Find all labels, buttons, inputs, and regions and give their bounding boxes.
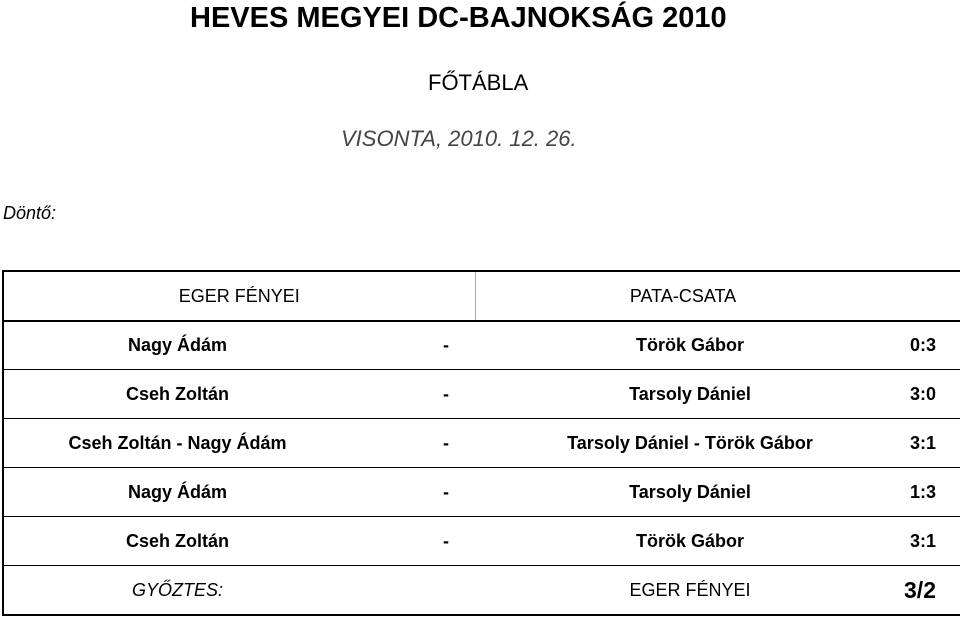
results-table — [2, 270, 960, 322]
winner-label: GYŐZTES: — [3, 566, 351, 616]
team-header-row — [3, 271, 960, 322]
match-separator: - — [351, 419, 541, 468]
match-score: 3:1 — [839, 517, 960, 566]
winner-row — [3, 566, 960, 616]
section-label: Döntő: — [3, 203, 57, 223]
away-team-header: PATA-CSATA — [475, 271, 891, 322]
away-player: Tarsoly Dániel — [541, 370, 839, 419]
match-separator: - — [351, 321, 541, 370]
match-row — [3, 468, 960, 517]
home-player: Nagy Ádám — [3, 468, 351, 517]
away-player: Török Gábor — [541, 321, 839, 370]
match-row — [3, 517, 960, 566]
match-separator: - — [351, 370, 541, 419]
page-title: HEVES MEGYEI DC-BAJNOKSÁG 2010 — [190, 2, 727, 34]
match-score: 3:0 — [839, 370, 960, 419]
match-score: 0:3 — [839, 321, 960, 370]
away-player: Tarsoly Dániel — [541, 468, 839, 517]
away-player: Török Gábor — [541, 517, 839, 566]
page-subtitle: FŐTÁBLA — [428, 70, 529, 95]
away-pair: Tarsoly Dániel - Török Gábor — [541, 419, 839, 468]
home-player: Cseh Zoltán — [3, 517, 351, 566]
home-player: Cseh Zoltán — [3, 370, 351, 419]
match-score: 1:3 — [839, 468, 960, 517]
match-separator: - — [351, 517, 541, 566]
matches-table — [2, 320, 960, 616]
final-score: 3/2 — [839, 566, 960, 616]
home-player: Nagy Ádám — [3, 321, 351, 370]
home-team-header: EGER FÉNYEI — [3, 271, 475, 322]
match-row — [3, 370, 960, 419]
match-row — [3, 419, 960, 468]
match-row — [3, 321, 960, 370]
match-separator: - — [351, 468, 541, 517]
home-pair: Cseh Zoltán - Nagy Ádám — [3, 419, 351, 468]
venue-date: VISONTA, 2010. 12. 26. — [341, 126, 577, 151]
match-score: 3:1 — [839, 419, 960, 468]
winner-team: EGER FÉNYEI — [541, 566, 839, 616]
